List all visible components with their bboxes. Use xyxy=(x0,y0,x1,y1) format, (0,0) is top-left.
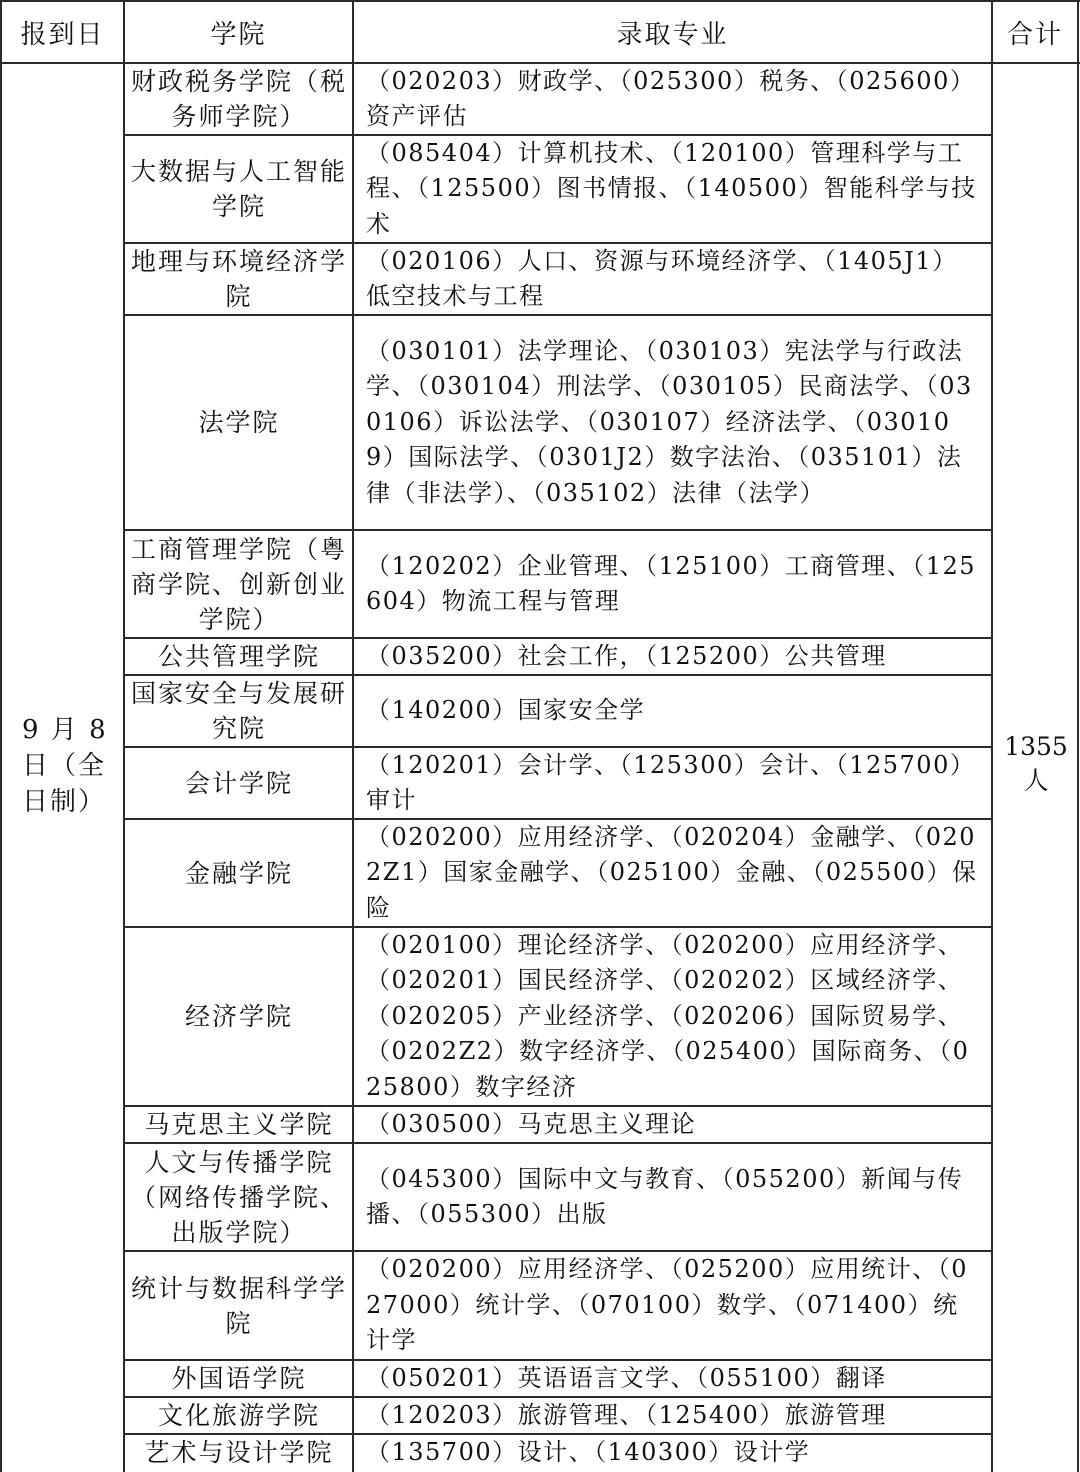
college-cell: 统计与数据科学学院 xyxy=(130,1273,347,1338)
college-cell: 文化旅游学院 xyxy=(157,1401,320,1430)
major-cell: （045300）国际中文与教育、（055200）新闻与传播、（055300）出版 xyxy=(366,1164,964,1228)
college-cell: 外国语学院 xyxy=(171,1364,307,1393)
major-cell: （020100）理论经济学、（020200）应用经济学、（020201）国民经济学、（020202）区域经济学、（020205）产业经济学、（020206）国际贸易学、（0202Z2）数字经济学、（025400）国际商务、（025800）数字经济 xyxy=(366,930,970,1101)
college-cell: 地理与环境经济学院 xyxy=(130,247,347,311)
total-unit: 人 xyxy=(1023,766,1049,795)
major-cell: （120201）会计学、（125300）会计、（125700）审计 xyxy=(366,750,976,814)
college-cell: 马克思主义学院 xyxy=(144,1110,334,1139)
table-border-left xyxy=(0,0,2,1472)
college-cell: 会计学院 xyxy=(184,768,293,798)
report-date-cell xyxy=(22,712,122,820)
college-cell: 财政税务学院（税务师学院） xyxy=(130,67,347,131)
college-cell: 公共管理学院 xyxy=(157,642,320,671)
college-cell: 工商管理学院（粤商学院、创新创业学院） xyxy=(130,534,347,634)
header-date: 报到日 xyxy=(20,19,105,50)
header-total: 合计 xyxy=(1007,19,1064,50)
major-cell: （020203）财政学、（025300）税务、（025600）资产评估 xyxy=(366,66,976,130)
college-cell: 法学院 xyxy=(198,408,280,437)
total-number: 1355 xyxy=(1004,732,1068,761)
college-cell: 金融学院 xyxy=(184,858,293,888)
college-cell: 经济学院 xyxy=(184,1002,293,1031)
college-cell: 艺术与设计学院 xyxy=(144,1438,334,1467)
major-cell: （020106）人口、资源与环境经济学、（1405J1）低空技术与工程 xyxy=(366,246,958,310)
college-cell: 大数据与人工智能学院 xyxy=(130,157,347,221)
major-cell: （120202）企业管理、（125100）工商管理、（125604）物流工程与管理 xyxy=(366,551,977,615)
major-cell: （120203）旅游管理、（125400）旅游管理 xyxy=(366,1400,887,1429)
table-border-right xyxy=(1077,0,1079,1472)
major-cell: （030500）马克思主义理论 xyxy=(366,1109,697,1138)
college-cell: 人文与传播学院（网络传播学院、出版学院） xyxy=(130,1147,347,1247)
major-cell: （020200）应用经济学、（025200）应用统计、（027000）统计学、（070100）数学、（071400）统计学 xyxy=(366,1255,969,1355)
report-date-line: 日制） xyxy=(22,787,107,817)
major-cell: （030101）法学理论、（030103）宪法学与行政法学、（030104）刑法学、（030105）民商法学、（030106）诉讼法学、（030107）经济法学、（030109）国际法学、（0301J2）数字法治、（035101）法律（非法学）、（035102）法律（法学） xyxy=(366,336,973,507)
major-cell: （140200）国家安全学 xyxy=(366,696,646,725)
major-cell: （050201）英语语言文学、（055100）翻译 xyxy=(366,1363,887,1392)
header-major: 录取专业 xyxy=(616,19,729,50)
total-cell xyxy=(995,730,1077,798)
major-cell: （020200）应用经济学、（020204）金融学、（0202Z1）国家金融学、（025100）金融、（025500）保险 xyxy=(366,822,978,922)
college-cell: 国家安全与发展研究院 xyxy=(130,679,347,743)
major-cell: （135700）设计、（140300）设计学 xyxy=(366,1437,811,1466)
report-date-line: 日（全 xyxy=(22,751,107,781)
header-college: 学院 xyxy=(210,19,267,50)
report-date-line: 9 月 8 xyxy=(22,715,108,745)
major-cell: （085404）计算机技术、（120100）管理科学与工程、（125500）图书情报、（140500）智能科学与技术 xyxy=(366,138,977,238)
major-cell: （035200）社会工作，（125200）公共管理 xyxy=(366,641,887,670)
